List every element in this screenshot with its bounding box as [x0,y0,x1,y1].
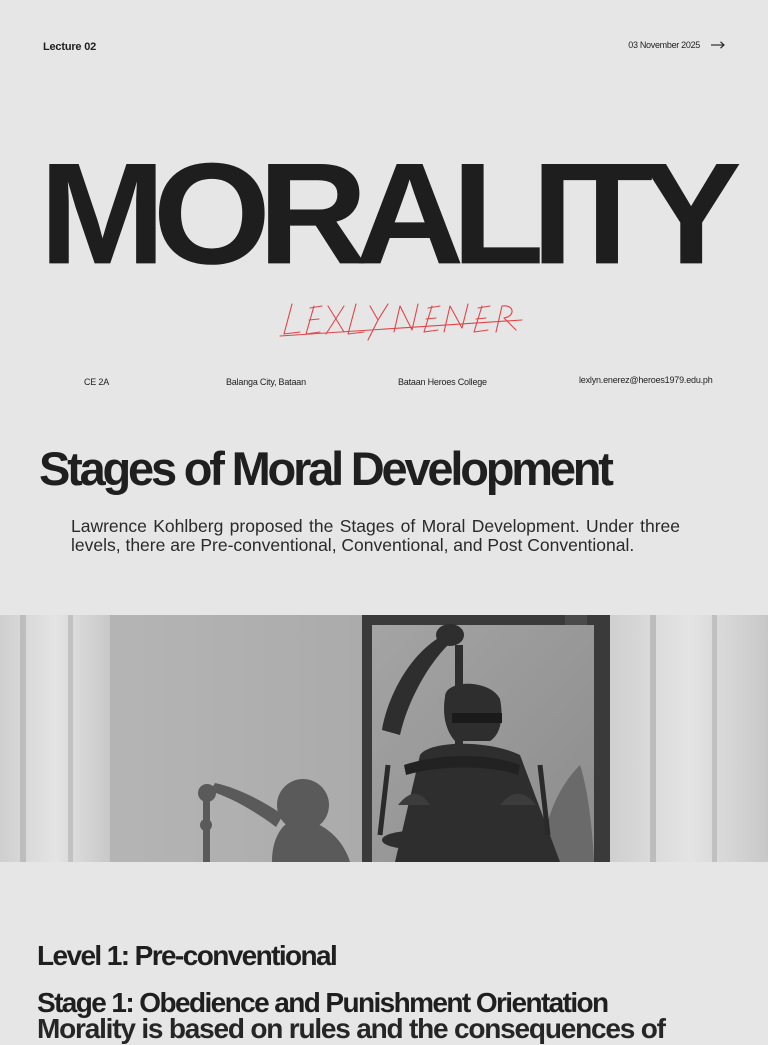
class-info: CE 2A [84,377,110,387]
signature [270,292,530,348]
school-info: Bataan Heroes College [398,377,487,387]
level-heading: Level 1: Pre-conventional [37,940,337,971]
date-group [628,40,726,50]
stage-heading: Stage 1: Obedience and Punishment Orientation [37,987,608,1018]
main-title-text: MORALITY [39,133,729,295]
main-title [0,133,768,295]
email-info: lexlyn.enerez@heroes1979.edu.ph [579,375,713,385]
stage-body-text: Morality is based on rules and the consequences of [37,1013,665,1044]
city-info: Balanga City, Bataan [226,377,306,387]
intro-paragraph: Lawrence Kohlberg proposed the Stages of Moral Development. Under three levels, there are Pre-conventional, Conventional, and Post Conventional. [71,516,680,555]
lady-justice-photo [0,615,768,862]
section-title: Stages of Moral Development [39,442,611,495]
arrow-right-icon[interactable] [710,40,726,50]
date-text: 03 November 2025 [628,40,700,50]
lecture-label: Lecture 02 [43,41,97,53]
